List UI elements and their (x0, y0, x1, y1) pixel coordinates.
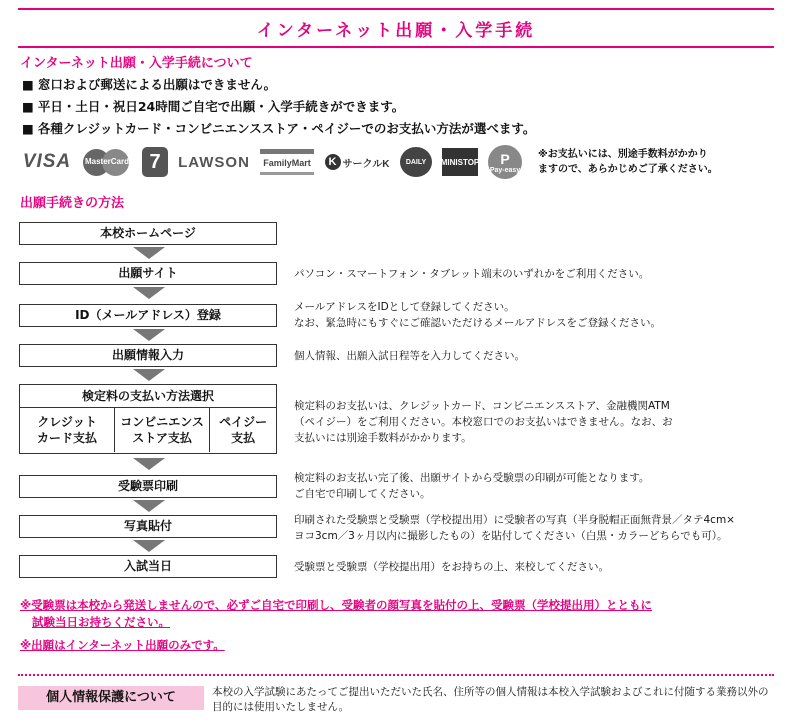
option-convenience-store (114, 408, 209, 452)
dotted-divider (18, 674, 774, 676)
step-exam-day: 入試当日 (19, 555, 277, 578)
desc-line: 印刷された受験票と受験票（学校提出用）に受験者の写真（半身脱帽正面無背景／タテ4cm× (294, 514, 735, 526)
seven-eleven-logo: 7 (142, 147, 168, 177)
circlek-text: サークルK (342, 158, 390, 170)
page-banner-title: インターネット出願・入学手続 (18, 8, 774, 48)
note-internet-only: ※出願はインターネット出願のみです。 (20, 638, 225, 652)
step-application-info: 出願情報入力 (19, 344, 277, 367)
process-heading: 出願手続きの方法 (20, 196, 125, 211)
option-line: カード支払 (37, 431, 98, 445)
option-credit-card (20, 408, 114, 452)
step-print-admission-ticket: 受験票印刷 (19, 475, 277, 498)
privacy-text: 本校の入学試験にあたってご提出いただいた氏名、住所等の個人情報は本校入学試験およびこれに付随する業務以外の目的には使用いたしません。 (212, 686, 769, 713)
step-payment-method (19, 384, 277, 454)
option-payeasy (209, 408, 276, 452)
ministop-text-bottom: STOP (457, 157, 480, 167)
option-line: コンビニエンス (120, 415, 204, 429)
option-line: クレジット (37, 415, 97, 429)
option-line: ストア支払 (132, 431, 192, 445)
bullet-item: ■ 平日・土日・祝日24時間ご自宅で出願・入学手続きができます。 (22, 96, 535, 118)
bullet-item: ■ 窓口および郵送による出願はできません。 (22, 74, 535, 96)
note-line: ※受験票は本校から発送しませんので、必ずご自宅で印刷し、受験者の顔写真を貼付の上、受験票（学校提出用）とともに (20, 598, 652, 612)
step-application-site-desc (294, 266, 649, 282)
step-attach-photo-desc (294, 512, 735, 544)
payment-fee-note (538, 147, 718, 177)
payment-logos (22, 140, 772, 184)
step-homepage: 本校ホームページ (19, 222, 277, 245)
ministop-logo (442, 148, 478, 176)
payeasy-text: Pay-easy (489, 166, 521, 174)
step-payment-method-desc (294, 398, 673, 446)
step-attach-photo: 写真貼付 (19, 515, 277, 538)
option-line: 支払 (231, 431, 256, 445)
payment-note-line: ますので、あらかじめご了承ください。 (538, 164, 718, 175)
flow-arrow (133, 500, 165, 512)
payeasy-logo (488, 145, 522, 179)
desc-line: ヨコ3cm／3ヶ月以内に撮影したもの）を貼付してください（白黒・カラーどちらでも可）。 (294, 530, 728, 542)
circlek-logo (324, 154, 390, 170)
step-id-registration-desc (294, 299, 661, 331)
familymart-logo: FamilyMart (260, 149, 314, 175)
desc-line: 支払いには別途手数料がかかります。 (294, 432, 472, 444)
desc-line: （ペイジー）をご利用ください。本校窓口でのお支払いはできません。なお、お (294, 416, 673, 428)
lawson-logo: LAWSON (178, 153, 250, 171)
visa-logo: VISA (22, 151, 72, 172)
flow-arrow (133, 329, 165, 341)
flow-arrow (133, 458, 165, 470)
daily-yamazaki-logo: DAILY (400, 147, 432, 177)
payment-method-title: 検定料の支払い方法選択 (20, 385, 276, 408)
flow-arrow (133, 247, 165, 259)
payment-note-line: ※お支払いには、別途手数料がかかり (538, 149, 708, 160)
step-id-registration: ID（メールアドレス）登録 (19, 304, 277, 327)
mastercard-logo (82, 147, 132, 177)
note-line: 試験当日お持ちください。 (32, 615, 170, 629)
step-application-info-desc (294, 348, 525, 364)
about-heading: インターネット出願・入学手続について (20, 56, 253, 71)
desc-line: メールアドレスをIDとして登録してください。 (294, 301, 515, 313)
desc-line: 個人情報、出願入試日程等を入力してください。 (294, 350, 525, 362)
desc-line: 受験票と受験票（学校提出用）をお持ちの上、来校してください。 (294, 561, 609, 573)
flow-arrow (133, 369, 165, 381)
desc-line: ご自宅で印刷してください。 (294, 488, 431, 500)
desc-line: 検定料のお支払いは、クレジットカード、コンビニエンスストア、金融機関ATM (294, 400, 670, 412)
ministop-text-top: MINI (440, 157, 458, 167)
desc-line: なお、緊急時にもすぐにご確認いただけるメールアドレスをご登録ください。 (294, 317, 661, 329)
option-line: ペイジー (219, 415, 268, 429)
step-print-admission-ticket-desc (294, 470, 649, 502)
step-exam-day-desc (294, 559, 609, 575)
desc-line: 検定料のお支払い完了後、出願サイトから受験票の印刷が可能となります。 (294, 472, 650, 484)
bullet-item: ■ 各種クレジットカード・コンビニエンスストア・ペイジーでのお支払い方法が選べます。 (22, 118, 535, 140)
step-application-site: 出願サイト (19, 262, 277, 285)
desc-line: パソコン・スマートフォン・タブレット端末のいずれかをご利用ください。 (294, 268, 650, 280)
flow-arrow (133, 540, 165, 552)
payeasy-mark: P (500, 150, 510, 167)
mastercard-logo-text: MasterCard (84, 157, 129, 166)
important-notes (20, 597, 652, 654)
flow-arrow (133, 287, 165, 299)
circlek-mark: K (325, 154, 341, 170)
about-bullets (22, 74, 535, 140)
privacy-label: 個人情報保護について (18, 686, 204, 710)
